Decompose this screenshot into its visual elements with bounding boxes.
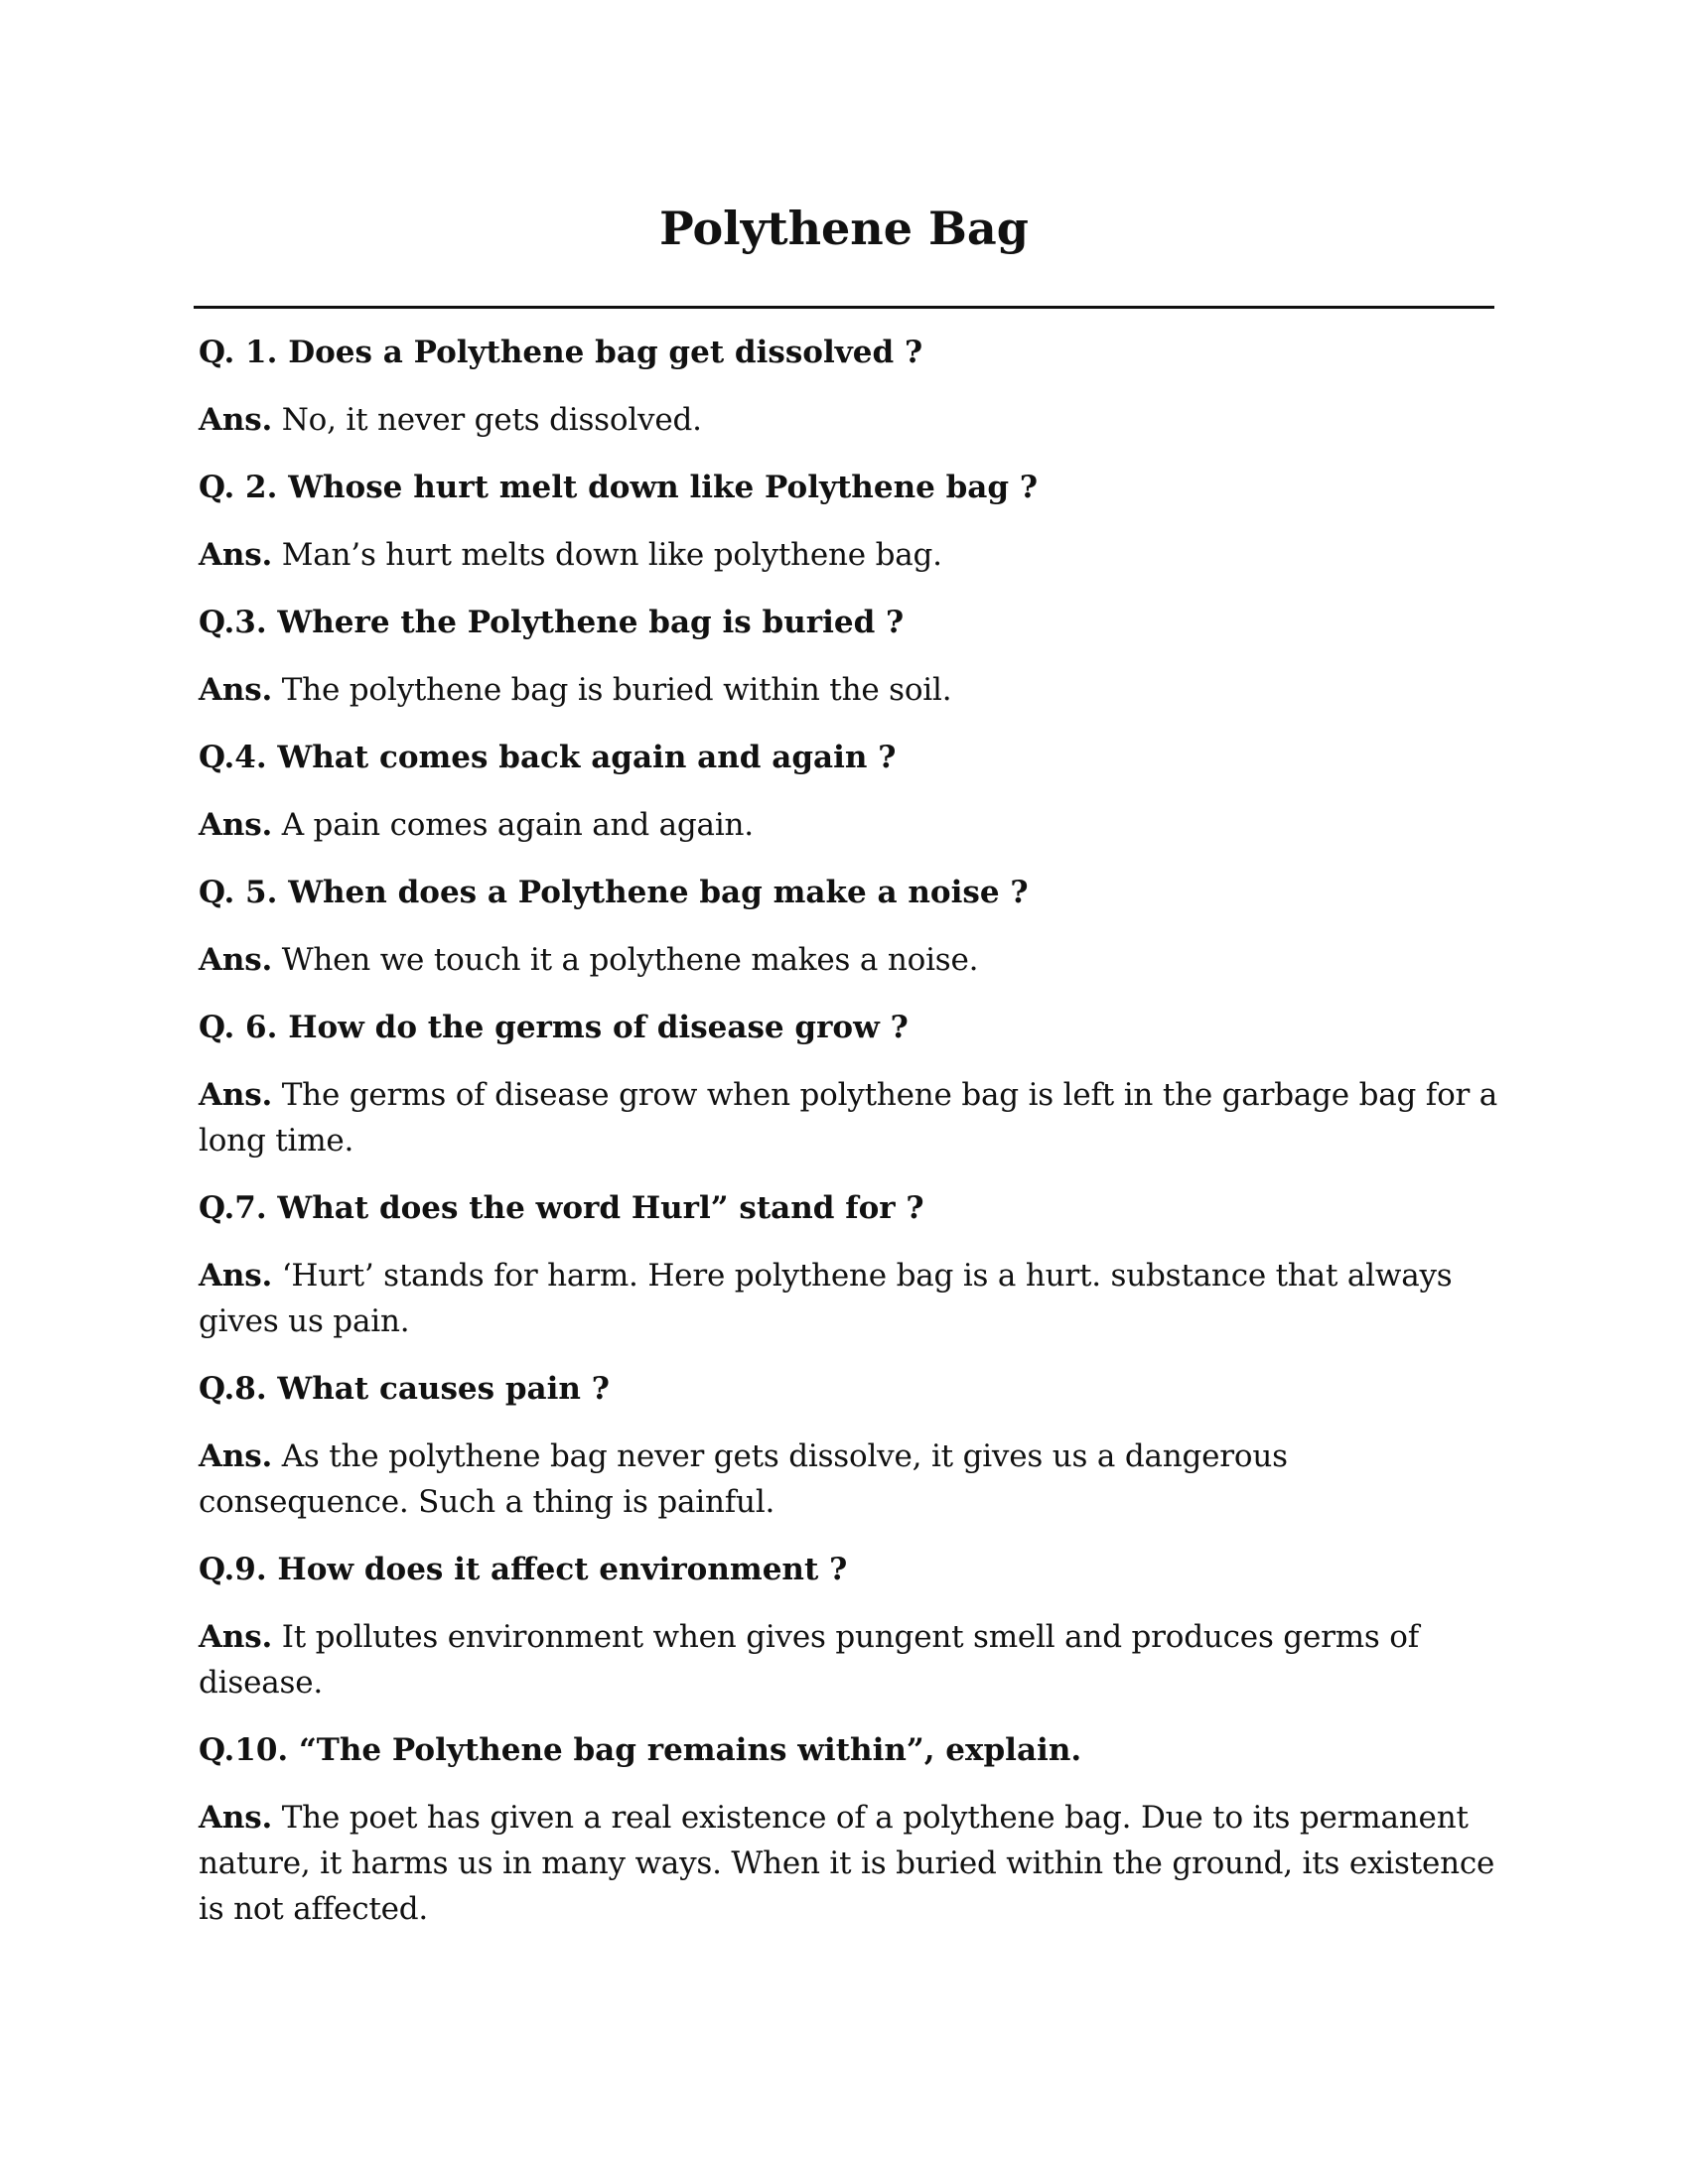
answer-text (199, 1795, 1499, 1932)
answer-text (199, 937, 1499, 983)
answer-label: Ans. (199, 402, 273, 438)
qa-list (199, 330, 1499, 1954)
qa-item (199, 465, 1499, 578)
answer-body: The poet has given a real existence of a polythene bag. Due to its permanent nature, it harms us in many ways. When it is buried within the ground, its existence is not affected. (199, 1800, 1495, 1927)
answer-body: No, it never gets dissolved. (281, 402, 702, 438)
qa-item (199, 600, 1499, 713)
answer-body: Man’s hurt melts down like polythene bag. (281, 537, 942, 573)
answer-text (199, 1072, 1499, 1163)
page-title: Polythene Bag (659, 202, 1029, 255)
answer-label: Ans. (199, 942, 273, 978)
answer-body: The germs of disease grow when polythene bag is left in the garbage bag for a long time. (199, 1077, 1498, 1159)
answer-label: Ans. (199, 672, 273, 708)
qa-item (199, 1185, 1499, 1344)
answer-text (199, 1433, 1499, 1525)
question-text: Q.8. What causes pain ? (199, 1371, 610, 1407)
answer-label: Ans. (199, 1077, 273, 1113)
answer-body: As the polythene bag never gets dissolve, it gives us a dangerous consequence. Such a thing is painful. (199, 1438, 1288, 1520)
answer-label: Ans. (199, 1800, 273, 1836)
answer-body: The polythene bag is buried within the soil. (281, 672, 952, 708)
answer-body: When we touch it a polythene makes a noise. (281, 942, 979, 978)
answer-body: A pain comes again and again. (281, 807, 754, 843)
answer-text (199, 1253, 1499, 1344)
answer-text (199, 802, 1499, 848)
answer-text (199, 532, 1499, 578)
title-divider (194, 306, 1494, 309)
answer-label: Ans. (199, 537, 273, 573)
question-text: Q. 5. When does a Polythene bag make a noise ? (199, 875, 1029, 910)
answer-text (199, 1614, 1499, 1706)
question-text: Q.3. Where the Polythene bag is buried ? (199, 605, 905, 640)
answer-body: It pollutes environment when gives pungent smell and produces germs of disease. (199, 1619, 1420, 1701)
qa-item (199, 870, 1499, 983)
question-text: Q.10. “The Polythene bag remains within”, explain. (199, 1732, 1082, 1768)
question-text: Q.9. How does it affect environment ? (199, 1552, 848, 1587)
answer-text (199, 667, 1499, 713)
question-text: Q.7. What does the word Hurl” stand for ? (199, 1190, 924, 1226)
answer-label: Ans. (199, 807, 273, 843)
qa-item (199, 1547, 1499, 1706)
answer-label: Ans. (199, 1619, 273, 1655)
qa-item (199, 1005, 1499, 1163)
answer-label: Ans. (199, 1438, 273, 1474)
question-text: Q. 2. Whose hurt melt down like Polythene bag ? (199, 470, 1039, 505)
qa-item (199, 1727, 1499, 1932)
question-text: Q. 1. Does a Polythene bag get dissolved ? (199, 335, 923, 370)
answer-body: ‘Hurt’ stands for harm. Here polythene bag is a hurt. substance that always gives us pain. (199, 1258, 1453, 1339)
answer-text (199, 397, 1499, 443)
answer-label: Ans. (199, 1258, 273, 1294)
qa-item (199, 330, 1499, 443)
qa-item (199, 735, 1499, 848)
question-text: Q. 6. How do the germs of disease grow ? (199, 1010, 909, 1045)
qa-item (199, 1366, 1499, 1525)
question-text: Q.4. What comes back again and again ? (199, 740, 897, 775)
